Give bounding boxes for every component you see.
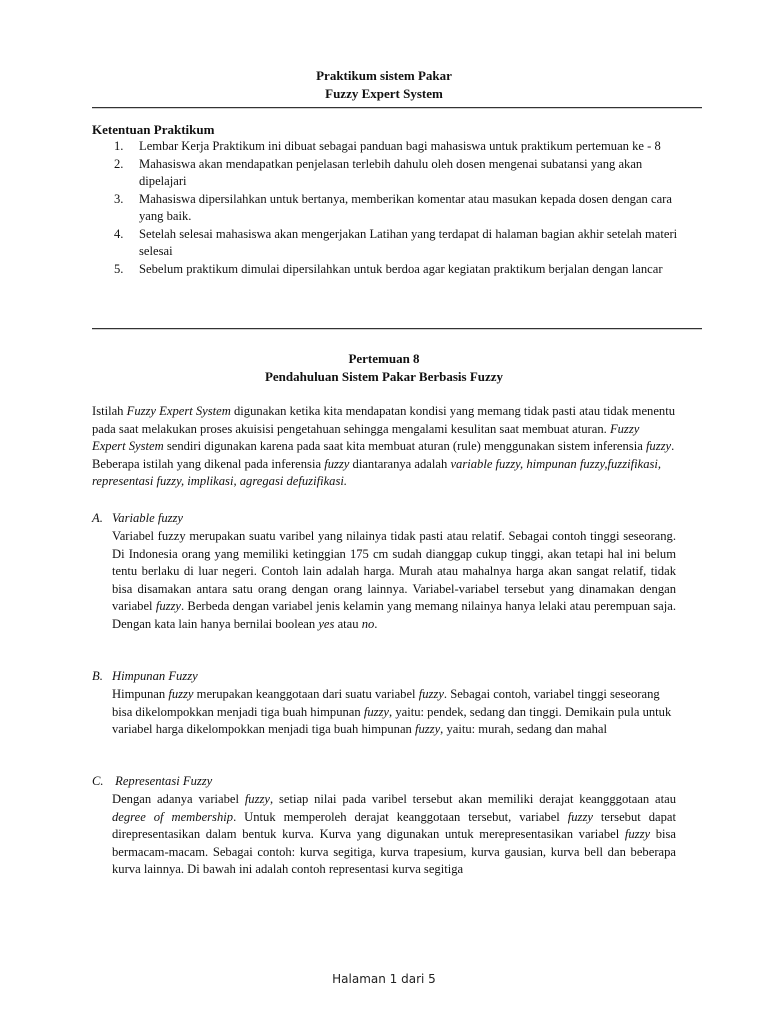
section-letter: C.	[92, 774, 104, 788]
intro-term: Fuzzy Expert System	[126, 404, 231, 418]
section-title: Variable fuzzy	[112, 511, 184, 525]
intro-paragraph	[92, 403, 676, 491]
section-text: . Berbeda dengan variabel jenis kelamin yang memang nilainya hanya lelaki atau perempuan saja. Dengan kata lain hanya bernilai boolean	[112, 599, 676, 631]
list-item-number: 5.	[114, 261, 124, 276]
section-title: Representasi Fuzzy	[112, 774, 213, 788]
intro-term-list: variable fuzzy, himpunan fuzzy,fuzzifikasi, representasi fuzzy, implikasi, agregasi defuzifikasi.	[92, 456, 662, 488]
section-a-heading	[92, 510, 183, 528]
section-text: tersebut dapat direpresentasikan dalam bentuk kurva. Kurva yang digunakan untuk merepresentasikan variabel	[112, 809, 676, 841]
intro-term: fuzzy	[324, 456, 350, 471]
section-b-heading	[92, 668, 198, 686]
page-number: Halaman 1 dari 5	[332, 972, 436, 986]
section-c-heading	[92, 773, 212, 791]
section-text: . Sebagai contoh, variabel tinggi seseorang bisa dikelompokkan menjadi tiga buah himpunan	[112, 687, 660, 719]
intro-text: sendiri digunakan karena pada saat kita membuat aturan (rule) menggunakan sistem inferensia	[163, 439, 646, 453]
section-term: fuzzy	[244, 792, 270, 806]
intro-text: diantaranya adalah	[349, 456, 451, 471]
section-text: Himpunan	[112, 687, 169, 701]
section-text: Variabel fuzzy merupakan suatu varibel yang nilainya tidak pasti atau relatif. Sebagai contoh tinggi seseorang. Di Indonesia orang yang memiliki ketinggian 175 cm sudah dianggap cukup tinggi, akan tetapi hal ini belum tentu berlaku di luar negeri. Contoh lain adalah harga. Murah atau mahalnya harga akan sangat relatif, tidak bisa disamakan antara satu orang dengan orang lainnya. Variabel-variabel tersebut yang dinamakan dengan variabel	[112, 529, 676, 613]
section-text: , setiap nilai pada varibel tersebut akan memiliki derajat keangggotaan atau	[270, 792, 676, 806]
section-text: . Untuk memperoleh derajat keanggotaan tersebut, variabel	[233, 809, 568, 824]
section-term: fuzzy	[567, 809, 593, 824]
section-text: , yaitu: murah, sedang dan mahal	[440, 722, 607, 736]
intro-text: . Beberapa istilah yang dikenal pada inferensia	[92, 439, 675, 471]
section-term: yes	[318, 616, 335, 631]
section-text: bisa bermacam-macam. Sebagai contoh: kurva segitiga, kurva trapesium, kurva gausian, kurva bell dan beberapa kurva lainnya. Di bawah ini adalah contoh representasi kurva segitiga	[112, 827, 677, 876]
list-item-number: 3.	[114, 191, 124, 206]
section-b-body	[112, 686, 676, 739]
section-title: Himpunan Fuzzy	[112, 669, 198, 683]
list-item-text: Mahasiswa dipersilahkan untuk bertanya, memberikan komentar atau masukan kepada dosen dengan cara yang baik.	[139, 191, 672, 223]
section-letter: B.	[92, 669, 103, 683]
section-term: fuzzy	[418, 687, 444, 701]
section-text: Dengan adanya variabel	[112, 792, 245, 806]
meeting-subtitle: Pendahuluan Sistem Pakar Berbasis Fuzzy	[264, 369, 504, 384]
section-text: .	[374, 616, 378, 631]
list-item	[92, 261, 692, 279]
section-a-body	[112, 528, 676, 633]
section-term: no	[361, 616, 375, 631]
section-letter: A.	[92, 511, 103, 525]
document-title: Praktikum sistem Pakar	[316, 68, 452, 83]
list-item-number: 4.	[114, 226, 124, 241]
section-term: degree of membership	[112, 809, 234, 824]
list-item-text: Lembar Kerja Praktikum ini dibuat sebagai panduan bagi mahasiswa untuk praktikum pertemuan ke - 8	[139, 139, 661, 153]
rules-heading: Ketentuan Praktikum	[92, 122, 215, 137]
section-term: fuzzy	[155, 599, 182, 613]
section-text: merupakan keanggotaan dari suatu variabel	[193, 687, 419, 701]
section-term: fuzzy	[624, 827, 651, 841]
list-item	[92, 191, 692, 226]
section-term: fuzzy	[414, 722, 441, 736]
list-item-text: Setelah selesai mahasiswa akan mengerjakan Latihan yang terdapat di halaman bagian akhir setelah materi selesai	[139, 226, 678, 258]
intro-term: Fuzzy Expert System	[92, 421, 640, 453]
meeting-title: Pertemuan 8	[348, 351, 420, 366]
rules-divider	[92, 328, 702, 329]
section-term: fuzzy	[363, 704, 390, 719]
section-text: , yaitu: pendek, sedang dan tinggi. Demikain pula untuk variabel harga dikelompokkan menjadi tiga buah himpunan	[112, 704, 672, 736]
section-term: fuzzy	[168, 687, 194, 701]
list-item-number: 2.	[114, 156, 124, 171]
list-item	[92, 138, 692, 156]
rules-list	[92, 138, 692, 278]
intro-text: digunakan ketika kita mendapatan kondisi yang memang tidak pasti atau tidak menentu pada saat melakukan proses akuisisi pengetahuan sehingga mengalami kesulitan saat membuat aturan.	[92, 404, 676, 436]
section-text: atau	[334, 616, 362, 631]
intro-text: Istilah	[92, 404, 127, 418]
list-item	[92, 156, 692, 191]
list-item-text: Mahasiswa akan mendapatkan penjelasan terlebih dahulu oleh dosen mengenai subatansi yang akan dipelajari	[139, 156, 643, 188]
list-item-number: 1.	[114, 139, 124, 153]
list-item	[92, 226, 692, 261]
document-subtitle: Fuzzy Expert System	[325, 86, 443, 101]
section-c-body	[112, 791, 676, 879]
intro-term: fuzzy	[645, 439, 672, 453]
list-item-text: Sebelum praktikum dimulai dipersilahkan untuk berdoa agar kegiatan praktikum berjalan dengan lancar	[139, 261, 663, 276]
header-divider	[92, 107, 702, 108]
